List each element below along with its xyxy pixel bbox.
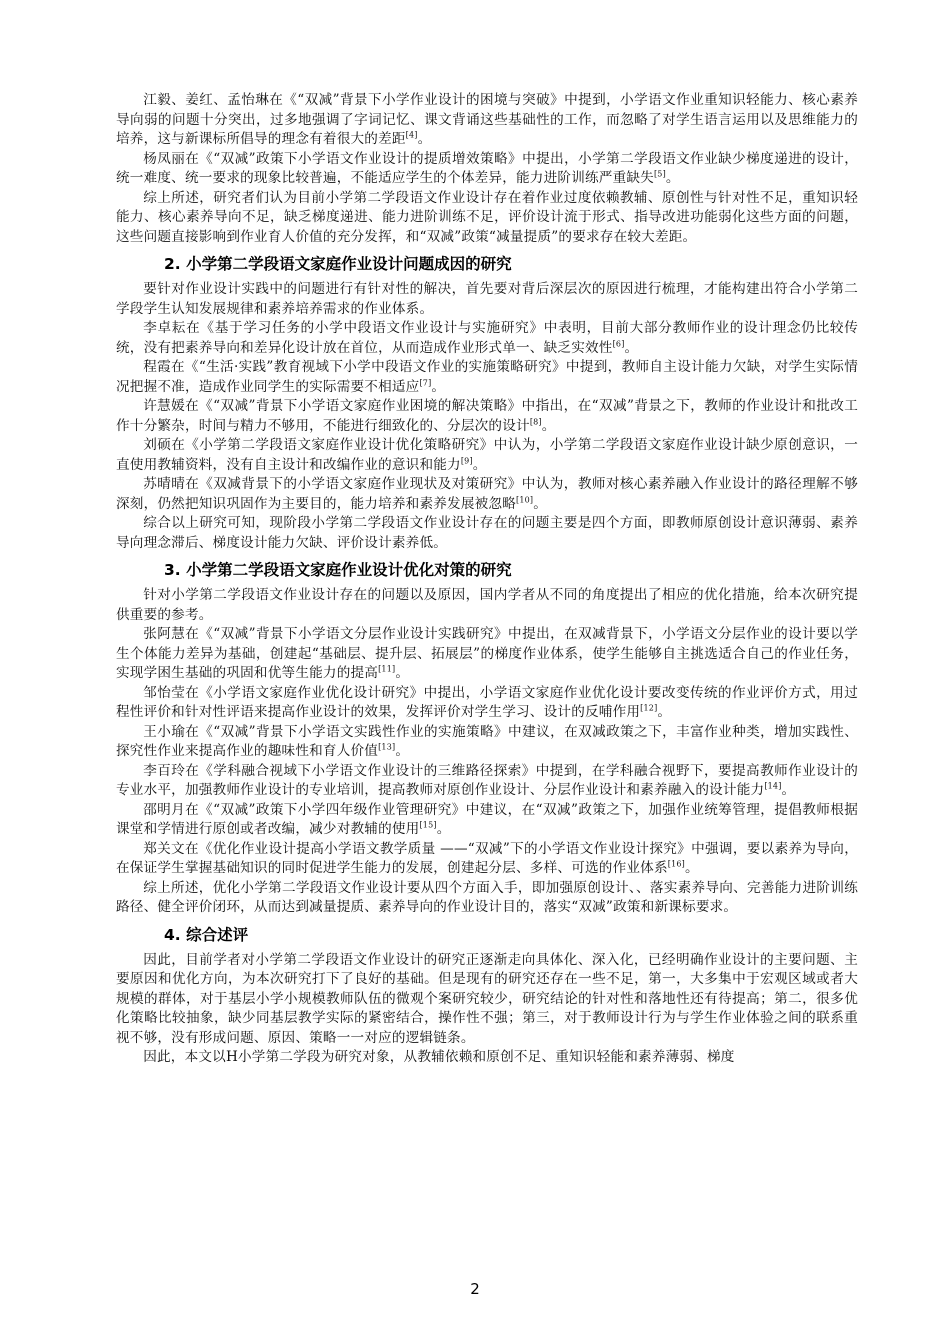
paragraph-text: 杨凤丽在《“双减”政策下小学语文作业设计的提质增效策略》中提出，小学第二学段语文作业缺少梯度递进的设计，统一难度、统一要求的现象比较普遍，不能适应学生的个体差异，能力进阶训练严重缺失 <box>116 150 858 186</box>
body-paragraph <box>116 951 858 1049</box>
paragraph-text: 因此，本文以H小学第二学段为研究对象，从教辅依赖和原创不足、重知识轻能和素养薄弱、梯度 <box>143 1049 735 1065</box>
body-paragraph <box>116 762 858 801</box>
body-paragraph <box>116 319 858 358</box>
paragraph-text: 王小瑜在《“双减”背景下小学语文实践性作业的实施策略》中建议，在双减政策之下，丰富作业种类，增加实践性、探究性作业来提高作业的趣味性和育人价值 <box>116 723 858 759</box>
body-paragraph <box>116 475 858 514</box>
paragraph-text: 张阿慧在《“双减”背景下小学语文分层作业设计实践研究》中提出，在双减背景下，小学语文分层作业的设计要以学生个体能力差异为基础，创建起“基础层、提升层、拓展层”的梯度作业体系，使学生能够自主挑选适合自己的作业任务，实现学困生基础的巩固和优等生能力的提高 <box>116 626 858 681</box>
citation-ref: [11] <box>378 664 396 674</box>
citation-ref: [12] <box>640 703 658 713</box>
body-paragraph <box>116 280 858 319</box>
citation-ref: [10] <box>516 494 534 504</box>
body-paragraph <box>116 150 858 189</box>
paragraph-text: 因此，目前学者对小学第二学段语文作业设计的研究正逐渐走向具体化、深入化，已经明确作业设计的主要问题、主要原因和优化方向，为本次研究打下了良好的基础。但是现有的研究还存在一些不足，第一，大多集中于宏观区域或者大规模的群体，对于基层小学小规模教师队伍的微观个案研究较少，研究结论的针对性和落地性还有待提高；第二，很多优化策略比较抽象，缺少同基层教学实际的紧密结合，操作性不强；第三，对于教师设计行为与学生作业体验之间的联系重视不够，没有形成问题、原因、策略一一对应的逻辑链条。 <box>116 951 858 1046</box>
paragraph-end: 。 <box>431 378 446 395</box>
body-paragraph <box>116 436 858 475</box>
citation-ref: [13] <box>378 742 396 752</box>
paragraph-end: 。 <box>541 417 556 434</box>
citation-ref: [7] <box>419 377 432 387</box>
paragraph-text: 李卓耘在《基于学习任务的小学中段语文作业设计与实施研究》中表明，目前大部分教师作业的设计理念仍比较传统，没有把素养导向和差异化设计放在首位，从而造成作业形式单一、缺乏实效性 <box>116 320 858 356</box>
paragraph-end: 。 <box>624 339 639 356</box>
citation-ref: [9] <box>460 455 473 465</box>
body-paragraph <box>116 514 858 553</box>
page-number: 2 <box>470 1280 480 1298</box>
body-paragraph <box>116 189 858 248</box>
paragraph-end: 。 <box>533 495 548 512</box>
section-4-paragraphs <box>116 951 858 1068</box>
body-paragraph <box>116 840 858 879</box>
paragraph-text: 李百玲在《学科融合视域下小学语文作业设计的三维路径探索》中提到，在学科融合视野下，要提高教师作业设计的专业水平，加强教师作业设计的专业培训，提高教师对原创作业设计、分层作业设计和素养融入的设计能力 <box>116 762 858 798</box>
paragraph-text: 郑关文在《优化作业设计提高小学语文教学质量 ——“双减”下的小学语文作业设计探究》中强调，要以素养为导向，在保证学生掌握基础知识的同时促进学生能力的发展，创建起分层、多样、可选的作业体系 <box>116 840 858 876</box>
body-paragraph <box>116 801 858 840</box>
paragraph-end: 。 <box>781 782 796 798</box>
section-1-paragraphs <box>116 91 858 247</box>
paragraph-end: 。 <box>665 170 680 186</box>
body-paragraph <box>116 879 858 918</box>
paragraph-end: 。 <box>395 743 410 759</box>
citation-ref: [5] <box>653 169 666 179</box>
section-3-paragraphs <box>116 586 858 918</box>
paragraph-text: 综上所述，研究者们认为目前小学第二学段语文作业设计存在着作业过度依赖教辅、原创性与针对性不足，重知识轻能力、核心素养导向不足，缺乏梯度递进、能力进阶训练不足，评价设计流于形式、指导改进功能弱化这些方面的问题，这些问题直接影响到作业育人价值的充分发挥，和“双减”政策“减量提质”的要求存在较大差距。 <box>116 189 858 245</box>
section-heading-4: 4. 综合述评 <box>164 925 249 944</box>
paragraph-text: 针对小学第二学段语文作业设计存在的问题以及原因，国内学者从不同的角度提出了相应的优化措施，给本次研究提供重要的参考。 <box>116 587 858 623</box>
body-paragraph <box>116 684 858 723</box>
paragraph-end: 。 <box>684 860 699 876</box>
paragraph-text: 江毅、姜红、孟怡琳在《“双减”背景下小学作业设计的困境与突破》中提到，小学语文作业重知识轻能力、核心素养导向弱的问题十分突出，过多地强调了字词记忆、课文背诵这些基础性的工作，而忽略了对学生语言运用以及思维能力的培养，这与新课标所倡导的理念有着很大的差距 <box>116 92 858 147</box>
paragraph-text: 综上所述，优化小学第二学段语文作业设计要从四个方面入手，即加强原创设计、、落实素养导向、完善能力进阶训练路径、健全评价闭环，从而达到减量提质、素养导向的作业设计目的，落实“双减”政策和新课标要求。 <box>116 879 858 915</box>
paragraph-text: 许慧媛在《“双减”背景下小学语文家庭作业困境的解决策略》中指出，在“双减”背景之下，教师的作业设计和批改工作十分繁杂，时间与精力不够用，不能进行细致化的、分层次的设计 <box>116 398 858 434</box>
citation-ref: [4] <box>405 130 418 140</box>
section-heading-3: 3. 小学第二学段语文家庭作业设计优化对策的研究 <box>164 561 512 579</box>
citation-ref: [8] <box>529 416 542 426</box>
paragraph-end: 。 <box>436 821 451 837</box>
paragraph-text: 邵明月在《“双减”政策下小学四年级作业管理研究》中建议，在“双减”政策之下，加强作业统筹管理，提倡教师根据课堂和学情进行原创或者改编，减少对教辅的使用 <box>116 801 858 837</box>
paragraph-end: 。 <box>657 704 672 720</box>
citation-ref: [15] <box>419 820 437 830</box>
section-heading-2: 2. 小学第二学段语文家庭作业设计问题成因的研究 <box>164 255 512 273</box>
body-paragraph <box>116 723 858 762</box>
body-paragraph <box>116 397 858 436</box>
section-2-paragraphs <box>116 280 858 553</box>
body-paragraph <box>116 1048 858 1068</box>
paragraph-end: 。 <box>417 131 432 147</box>
paragraph-text: 刘硕在《小学第二学段语文家庭作业设计优化策略研究》中认为，小学第二学段语文家庭作业设计缺少原创意识，一直使用教辅资料，没有自主设计和改编作业的意识和能力 <box>116 437 858 473</box>
paragraph-text: 邹怡莹在《小学语文家庭作业优化设计研究》中提出，小学语文家庭作业优化设计要改变传统的作业评价方式，用过程性评价和针对性评语来提高作业设计的效果，发挥评价对学生学习、设计的反哺作用 <box>116 684 858 720</box>
page-content <box>116 91 858 1068</box>
citation-ref: [14] <box>764 781 782 791</box>
paragraph-text: 程霞在《“生活·实践”教育视域下小学中段语文作业的实施策略研究》中提到，教师自主设计能力欠缺，对学生实际情况把握不准，造成作业同学生的实际需要不相适应 <box>116 359 858 395</box>
body-paragraph <box>116 358 858 397</box>
paragraph-text: 要针对作业设计实践中的问题进行有针对性的解决，首先要对背后深层次的原因进行梳理，才能构建出符合小学第二学段学生认知发展规律和素养培养需求的作业体系。 <box>116 281 858 317</box>
body-paragraph <box>116 586 858 625</box>
citation-ref: [6] <box>612 338 625 348</box>
paragraph-text: 综合以上研究可知，现阶段小学第二学段语文作业设计存在的问题主要是四个方面，即教师原创设计意识薄弱、素养导向理念滞后、梯度设计能力欠缺、评价设计素养低。 <box>116 515 858 551</box>
paragraph-end: 。 <box>395 665 410 681</box>
body-paragraph <box>116 91 858 150</box>
paragraph-text: 苏晴晴在《双减背景下的小学语文家庭作业现状及对策研究》中认为，教师对核心素养融入作业设计的路径理解不够深刻，仍然把知识巩固作为主要目的，能力培养和素养发展被忽略 <box>116 476 858 512</box>
paragraph-end: 。 <box>472 456 487 473</box>
body-paragraph <box>116 625 858 684</box>
citation-ref: [16] <box>667 859 685 869</box>
